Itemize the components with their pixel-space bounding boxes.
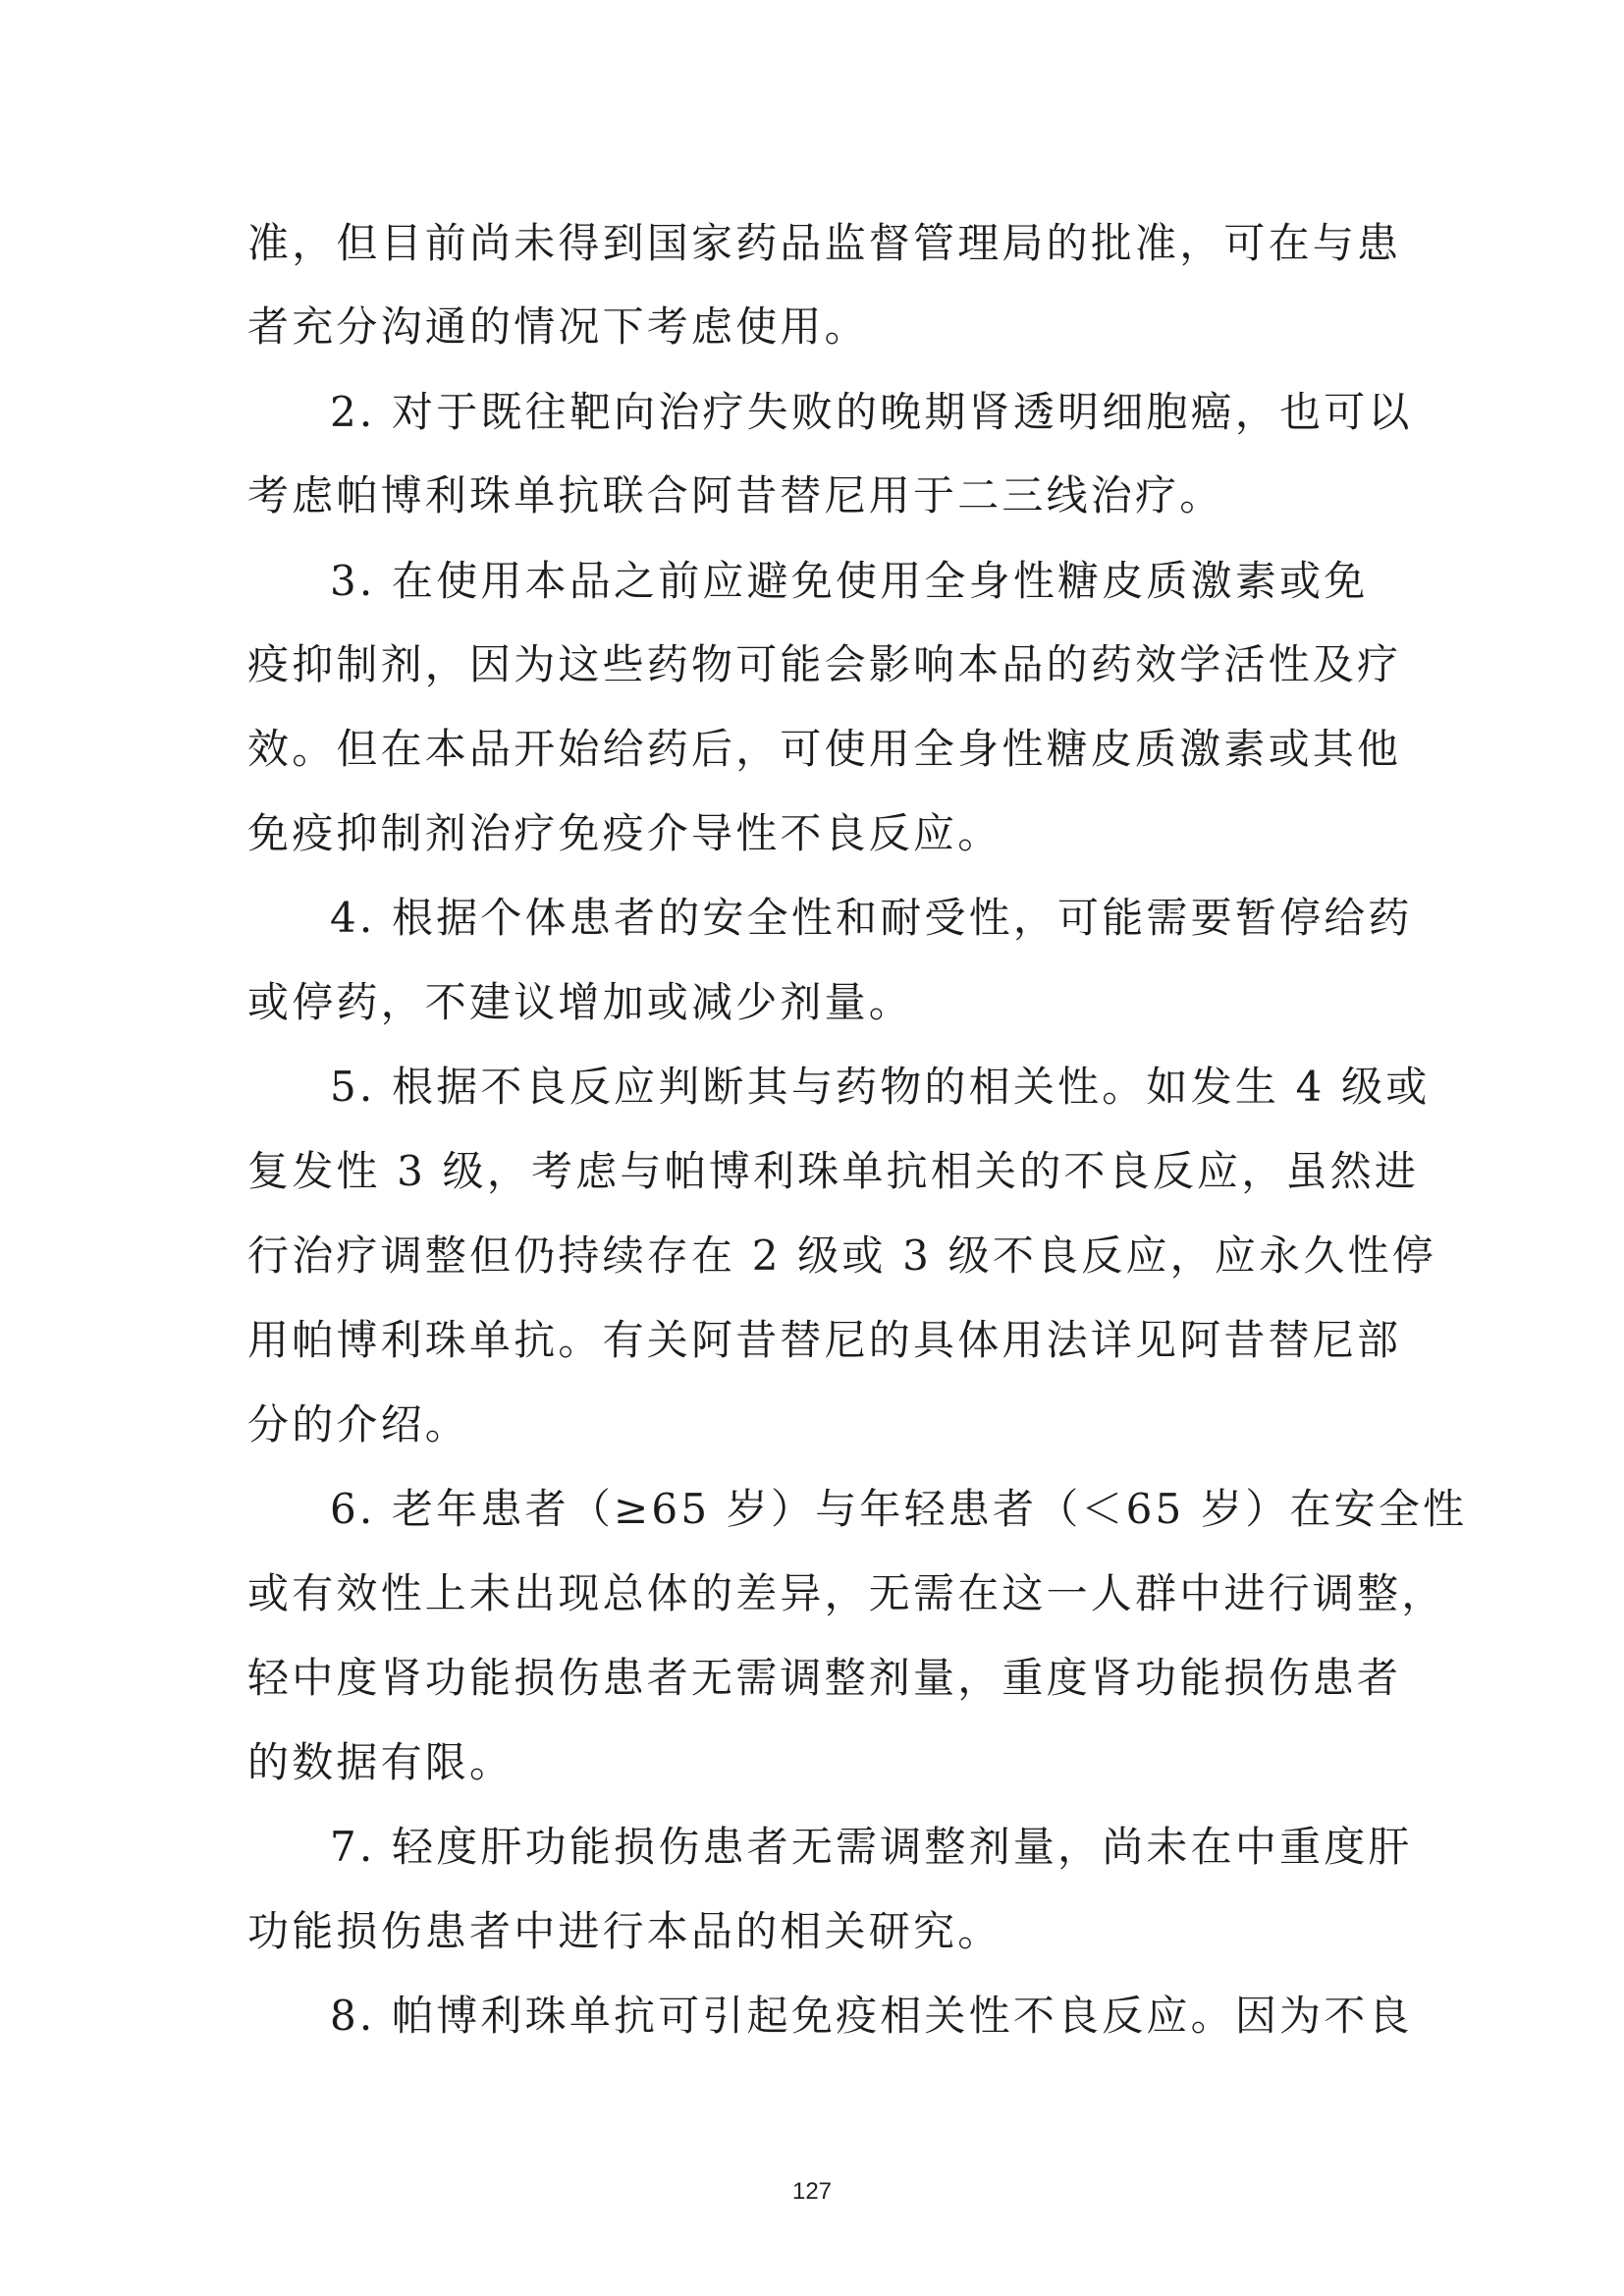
text-line: 考虑帕博利珠单抗联合阿昔替尼用于二三线治疗。	[247, 471, 1224, 519]
text-line: 用帕博利珠单抗。有关阿昔替尼的具体用法详见阿昔替尼部	[247, 1316, 1402, 1364]
paragraph-8-start: 8. 帕博利珠单抗可引起免疫相关性不良反应。因为不良	[330, 1992, 1413, 2040]
paragraph-6-start: 6. 老年患者（≥65 岁）与年轻患者（＜65 岁）在安全性	[330, 1485, 1468, 1533]
text-line: 的数据有限。	[247, 1738, 514, 1786]
text-line: 效。但在本品开始给药后，可使用全身性糖皮质激素或其他	[247, 725, 1402, 773]
page-number: 127	[791, 2178, 833, 2205]
paragraph-7-start: 7. 轻度肝功能损伤患者无需调整剂量，尚未在中重度肝	[330, 1823, 1413, 1871]
text-line: 免疫抑制剂治疗免疫介导性不良反应。	[247, 809, 1002, 857]
text-line: 轻中度肾功能损伤患者无需调整剂量，重度肾功能损伤患者	[247, 1654, 1402, 1702]
text-line: 者充分沟通的情况下考虑使用。	[247, 302, 869, 351]
text-line: 或停药，不建议增加或减少剂量。	[247, 978, 914, 1026]
paragraph-2-start: 2. 对于既往靶向治疗失败的晚期肾透明细胞癌，也可以	[330, 388, 1413, 436]
text-line: 功能损伤患者中进行本品的相关研究。	[247, 1907, 1002, 1955]
text-line: 疫抑制剂，因为这些药物可能会影响本品的药效学活性及疗	[247, 640, 1402, 688]
text-line: 行治疗调整但仍持续存在 2 级或 3 级不良反应，应永久性停	[247, 1231, 1436, 1280]
paragraph-3-start: 3. 在使用本品之前应避免使用全身性糖皮质激素或免	[330, 557, 1369, 605]
text-line: 或有效性上未出现总体的差异，无需在这一人群中进行调整，	[247, 1569, 1446, 1617]
text-line: 准，但目前尚未得到国家药品监督管理局的批准，可在与患	[247, 219, 1402, 267]
paragraph-4-start: 4. 根据个体患者的安全性和耐受性，可能需要暂停给药	[330, 894, 1413, 942]
text-line: 复发性 3 级，考虑与帕博利珠单抗相关的不良反应，虽然进	[247, 1147, 1420, 1195]
paragraph-5-start: 5. 根据不良反应判断其与药物的相关性。如发生 4 级或	[330, 1063, 1431, 1111]
text-line: 分的介绍。	[247, 1400, 470, 1449]
